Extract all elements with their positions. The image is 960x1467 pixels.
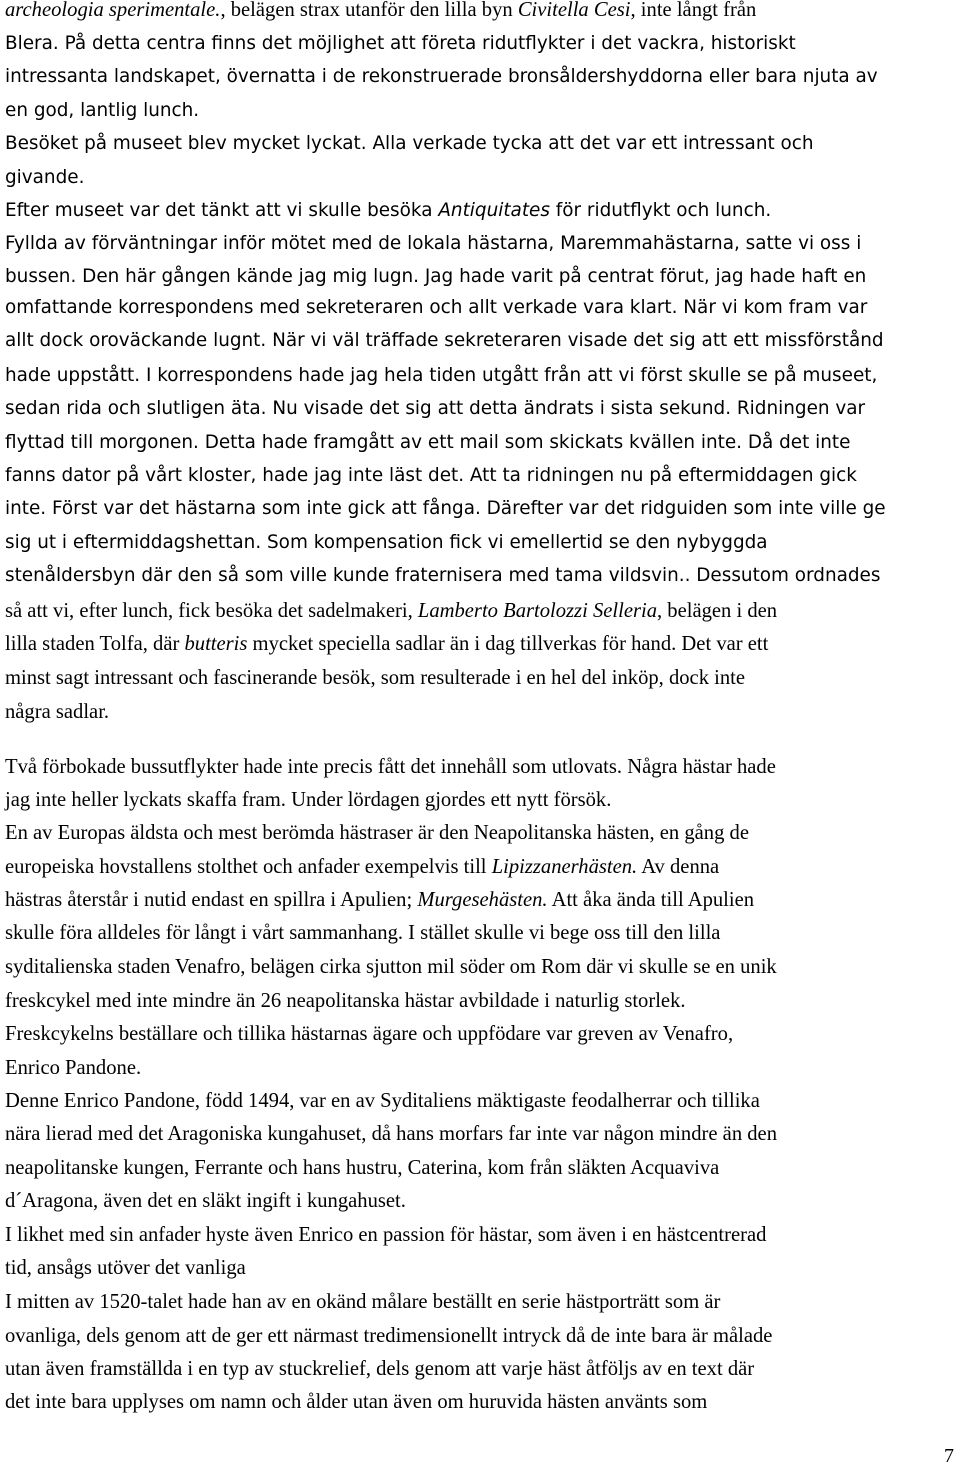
text-span: sedan rida och slutligen äta. Nu visade det sig att detta ändrats i sista sekund. Ridningen var: [5, 398, 866, 419]
text-line: [5, 991, 686, 1012]
text-span: Två förbokade bussutflykter hade inte precis fått det innehåll som utlovats. Några hästar hade: [5, 756, 776, 778]
text-line: [5, 35, 796, 53]
text-line: [5, 467, 857, 485]
page-number: 7: [944, 1445, 954, 1467]
text-line: [5, 400, 865, 418]
text-span: En av Europas äldsta och mest berömda hästraser är den Neapolitanska hästen, en gång de: [5, 822, 749, 844]
text-span: allt dock oroväckande lugnt. När vi väl träffade sekreteraren visade det sig att ett missförstånd: [5, 330, 884, 351]
text-span: Besöket på museet blev mycket lyckat.: [5, 133, 373, 154]
text-span: mycket speciella sadlar än i dag tillverkas för hand. Det var ett: [247, 633, 769, 655]
text-span: stenåldersbyn där den så som ville kunde fraternisera med tama vildsvin.. Dessutom ordnades: [5, 565, 881, 586]
text-span: bussen. Den här gången kände jag mig lugn. Jag hade varit på centrat förut, jag hade haft en: [5, 266, 867, 287]
text-span: några sadlar.: [5, 701, 110, 723]
text-span: Efter museet var det tänkt att vi skulle besöka: [5, 200, 439, 221]
italic-text: Lamberto Bartolozzi Selleria: [417, 600, 657, 622]
text-line: [5, 169, 84, 187]
italic-text: Civitella Cesi: [517, 0, 631, 21]
italic-text: Lipizzanerhästen.: [491, 856, 638, 878]
text-span: givande.: [5, 167, 85, 188]
text-line: [5, 857, 719, 878]
text-line: [5, 0, 756, 21]
text-span: så att vi, efter lunch, fick besöka det sadelmakeri,: [5, 600, 418, 622]
text-line: [5, 1058, 141, 1079]
text-span: hästras återstår i nutid endast en spillra i Apulien;: [5, 889, 418, 911]
italic-text: archeologia sperimentale.: [5, 0, 221, 21]
text-span: Fyllda av förväntningar inför mötet med de lokala hästarna, Maremmahästarna, satte vi oss i: [5, 233, 862, 254]
text-line: [5, 1124, 777, 1145]
text-line: [5, 332, 884, 350]
text-line: [5, 434, 850, 452]
text-line: [5, 367, 877, 385]
text-span: , belägen i den: [657, 600, 778, 622]
text-line: [5, 1024, 733, 1045]
text-line: [5, 102, 199, 120]
text-span: fanns dator på vårt kloster, hade jag inte läst det. Att ta ridningen nu på eftermiddagen gick: [5, 465, 857, 486]
text-span: Enrico Pandone.: [5, 1057, 142, 1079]
text-span: inte. Först var det hästarna som inte gick att fånga. Därefter var det ridguiden som inte ville ge: [5, 498, 886, 519]
text-span: lilla staden Tolfa, där: [5, 633, 185, 655]
text-span: skulle föra alldeles för långt i vårt sammanhang. I stället skulle vi bege oss till den lilla: [5, 922, 721, 944]
text-line: [5, 957, 777, 978]
text-span: utan även framställda i en typ av stuckrelief, dels genom att varje häst åtföljs av en text där: [5, 1358, 755, 1380]
text-line: [5, 757, 776, 778]
text-line: [5, 1258, 246, 1279]
text-span: Att åka ända till Apulien: [547, 889, 755, 911]
text-line: [5, 68, 878, 86]
text-line: [5, 1158, 719, 1179]
text-span: , belägen strax utanför den lilla byn: [220, 0, 518, 21]
text-span: hade uppstått. I korrespondens hade jag hela tiden utgått från att vi först skulle se på museet,: [5, 365, 878, 386]
text-line: [5, 1359, 754, 1380]
text-line: [5, 235, 861, 253]
italic-text: Antiquitates: [438, 200, 550, 221]
text-line: [5, 500, 886, 518]
text-line: [5, 1191, 406, 1212]
text-line: [5, 1326, 772, 1347]
text-span: europeiska hovstallens stolthet och anfader exempelvis till: [5, 856, 492, 878]
text-span: för ridutflykt och lunch.: [549, 200, 772, 221]
text-span: tid, ansågs utöver det vanliga: [5, 1257, 246, 1279]
text-line: [5, 702, 109, 723]
text-span: intressanta landskapet, övernatta i de rekonstruerade bronsåldershyddorna eller bara njuta av: [5, 66, 878, 87]
text-line: [5, 534, 768, 552]
italic-text: Murgesehästen.: [417, 889, 548, 911]
text-line: [5, 890, 754, 911]
text-span: ovanliga, dels genom att de ger ett närmast tredimensionellt intryck då de inte bara är målade: [5, 1325, 773, 1347]
text-span: I mitten av 1520-talet hade han av en okänd målare beställt en serie hästporträtt som är: [5, 1291, 721, 1313]
text-line: [5, 1091, 760, 1112]
italic-text: butteris: [184, 633, 248, 655]
text-line: [5, 268, 866, 286]
text-span: Alla verkade tycka att det var ett intressant och: [372, 133, 814, 154]
text-span: sig ut i eftermiddagshettan. Som kompensation fick vi emellertid se den nybyggda: [5, 532, 768, 553]
text-span: d´Aragona, även det en släkt ingift i kungahuset.: [5, 1190, 406, 1212]
text-span: Freskcykelns beställare och tillika hästarnas ägare och uppfödare var greven av Venafro,: [5, 1023, 734, 1045]
text-span: , inte långt från: [630, 0, 757, 21]
text-line: [5, 567, 880, 585]
text-line: [5, 1292, 720, 1313]
text-span: Denne Enrico Pandone, född 1494, var en av Syditaliens mäktigaste feodalherrar och tillika: [5, 1090, 760, 1112]
text-line: [5, 1225, 766, 1246]
text-span: I likhet med sin anfader hyste även Enrico en passion för hästar, som även i en hästcentrerad: [5, 1224, 767, 1246]
text-line: [5, 299, 867, 317]
text-span: Blera. På detta centra finns det möjlighet att företa ridutflykter i det vackra, historiskt: [5, 33, 796, 54]
text-span: minst sagt intressant och fascinerande besök, som resulterade i en hel del inköp, dock inte: [5, 667, 746, 689]
text-line: [5, 668, 745, 689]
text-line: [5, 202, 771, 220]
text-span: en god, lantlig lunch.: [5, 100, 200, 121]
text-line: [5, 790, 611, 811]
text-line: [5, 135, 814, 153]
text-line: [5, 823, 749, 844]
text-span: syditalienska staden Venafro, belägen cirka sjutton mil söder om Rom där vi skulle se en unik: [5, 956, 777, 978]
text-span: freskcykel med inte mindre än 26 neapolitanska hästar avbildade i naturlig storlek.: [5, 990, 686, 1012]
text-span: jag inte heller lyckats skaffa fram. Under lördagen gjordes ett nytt försök.: [5, 789, 612, 811]
text-span: det inte bara upplyses om namn och ålder utan även om huruvida hästen använts som: [5, 1391, 708, 1413]
text-line: [5, 1392, 707, 1413]
text-line: [5, 923, 720, 944]
text-span: nära lierad med det Aragoniska kungahuset, då hans morfars far inte var någon mindre än den: [5, 1123, 777, 1145]
text-span: Av denna: [637, 856, 720, 878]
text-line: [5, 634, 768, 655]
text-span: flyttad till morgonen. Detta hade framgått av ett mail som skickats kvällen inte. Då det inte: [5, 432, 851, 453]
text-span: omfattande korrespondens med sekreteraren och allt verkade vara klart. När vi kom fram var: [5, 297, 868, 318]
text-span: neapolitanske kungen, Ferrante och hans hustru, Caterina, kom från släkten Acquaviva: [5, 1157, 720, 1179]
text-line: [5, 601, 777, 622]
